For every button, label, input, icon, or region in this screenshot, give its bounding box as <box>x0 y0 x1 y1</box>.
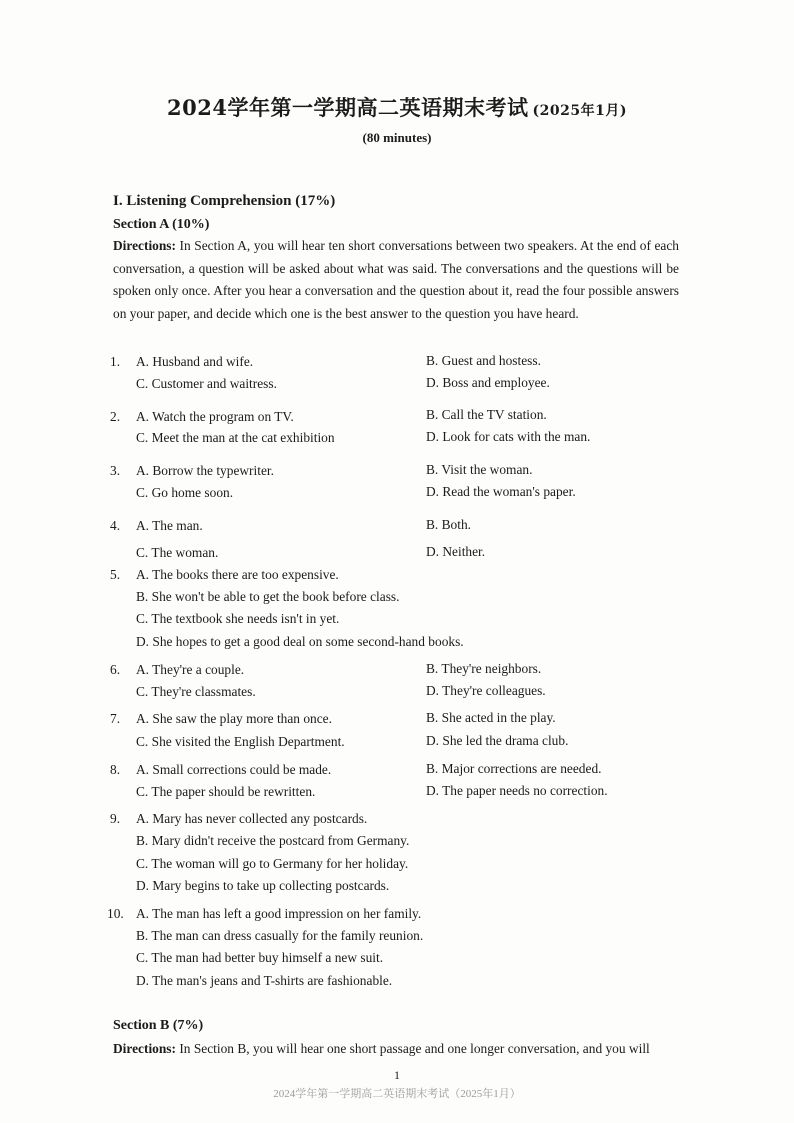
question-number: 3. <box>110 463 121 478</box>
question-number: 4. <box>110 518 121 533</box>
option-a: A. The man. <box>136 518 203 533</box>
section-b-heading: Section B (7%) <box>113 1018 204 1033</box>
page-number: 1 <box>394 1068 400 1082</box>
option-c: C. They're classmates. <box>136 684 256 699</box>
question-number: 1. <box>110 354 121 369</box>
option-b: B. Call the TV station. <box>426 407 547 422</box>
option-c: C. Go home soon. <box>136 485 234 500</box>
exam-title <box>0 92 794 122</box>
section-b-directions <box>113 1038 693 1061</box>
question-number: 2. <box>110 409 121 424</box>
option-c: C. Meet the man at the cat exhibition <box>136 430 335 445</box>
option-d: D. Look for cats with the man. <box>426 429 591 444</box>
option-a: A. They're a couple. <box>136 662 245 677</box>
option-c: C. The woman will go to Germany for her holiday. <box>136 856 409 871</box>
option-a: A. Small corrections could be made. <box>136 762 332 777</box>
running-footer: 2024学年第一学期高二英语期末考试（2025年1月） <box>273 1088 521 1100</box>
option-b: B. Both. <box>426 517 472 532</box>
option-d: D. The paper needs no correction. <box>426 783 608 798</box>
option-a: A. The books there are too expensive. <box>136 567 339 582</box>
section-a-heading: Section A (10%) <box>113 217 210 232</box>
option-c: C. She visited the English Department. <box>136 734 345 749</box>
exam-title-text: 2024学年第一学期高二英语期末考试 <box>167 95 529 120</box>
option-b: B. Visit the woman. <box>426 462 533 477</box>
option-d: D. Mary begins to take up collecting postcards. <box>136 878 390 893</box>
question-number: 8. <box>110 762 121 777</box>
option-c: C. The man had better buy himself a new suit. <box>136 950 384 965</box>
option-d: D. Read the woman's paper. <box>426 484 576 499</box>
option-b: B. She won't be able to get the book before class. <box>136 589 400 604</box>
option-d: D. She hopes to get a good deal on some second-hand books. <box>136 634 464 649</box>
directions-lead: Directions: <box>113 1041 176 1056</box>
option-a: A. She saw the play more than once. <box>136 711 332 726</box>
option-a: A. Watch the program on TV. <box>136 409 294 424</box>
directions-body: In Section A, you will hear ten short conversations between two speakers. At the end of each conversation, a question will be asked about what was said. The conversations and the questions will be spoken only once. After you hear a conversation and the question about it, read the four possible answers on your paper, and decide which one is the best answer to the question you have heard. <box>113 238 679 321</box>
option-c: C. The woman. <box>136 545 219 560</box>
option-d: D. They're colleagues. <box>426 683 546 698</box>
option-a: A. Mary has never collected any postcards. <box>136 811 368 826</box>
option-a: A. Borrow the typewriter. <box>136 463 274 478</box>
option-b: B. They're neighbors. <box>426 661 542 676</box>
option-b: B. Mary didn't receive the postcard from Germany. <box>136 833 410 848</box>
option-c: C. The paper should be rewritten. <box>136 784 316 799</box>
question-number: 10. <box>107 906 124 921</box>
exam-date: (2025年1月) <box>532 103 627 119</box>
exam-duration: (80 minutes) <box>362 130 432 145</box>
option-a: A. Husband and wife. <box>136 354 254 369</box>
option-a: A. The man has left a good impression on her family. <box>136 906 422 921</box>
directions-body: In Section B, you will hear one short passage and one longer conversation, and you will <box>175 1041 650 1056</box>
question-number: 9. <box>110 811 121 826</box>
directions-lead: Directions: <box>113 238 176 253</box>
option-d: D. The man's jeans and T-shirts are fashionable. <box>136 973 393 988</box>
option-b: B. Major corrections are needed. <box>426 761 602 776</box>
question-number: 6. <box>110 662 121 677</box>
option-b: B. The man can dress casually for the family reunion. <box>136 928 424 943</box>
option-d: D. She led the drama club. <box>426 733 569 748</box>
option-b: B. She acted in the play. <box>426 710 556 725</box>
section-a-directions <box>113 235 679 325</box>
option-d: D. Boss and employee. <box>426 375 550 390</box>
option-c: C. Customer and waitress. <box>136 376 277 391</box>
option-b: B. Guest and hostess. <box>426 353 541 368</box>
question-number: 5. <box>110 567 121 582</box>
part-heading-listening: I. Listening Comprehension (17%) <box>113 193 336 209</box>
question-number: 7. <box>110 711 121 726</box>
option-c: C. The textbook she needs isn't in yet. <box>136 611 340 626</box>
option-d: D. Neither. <box>426 544 486 559</box>
